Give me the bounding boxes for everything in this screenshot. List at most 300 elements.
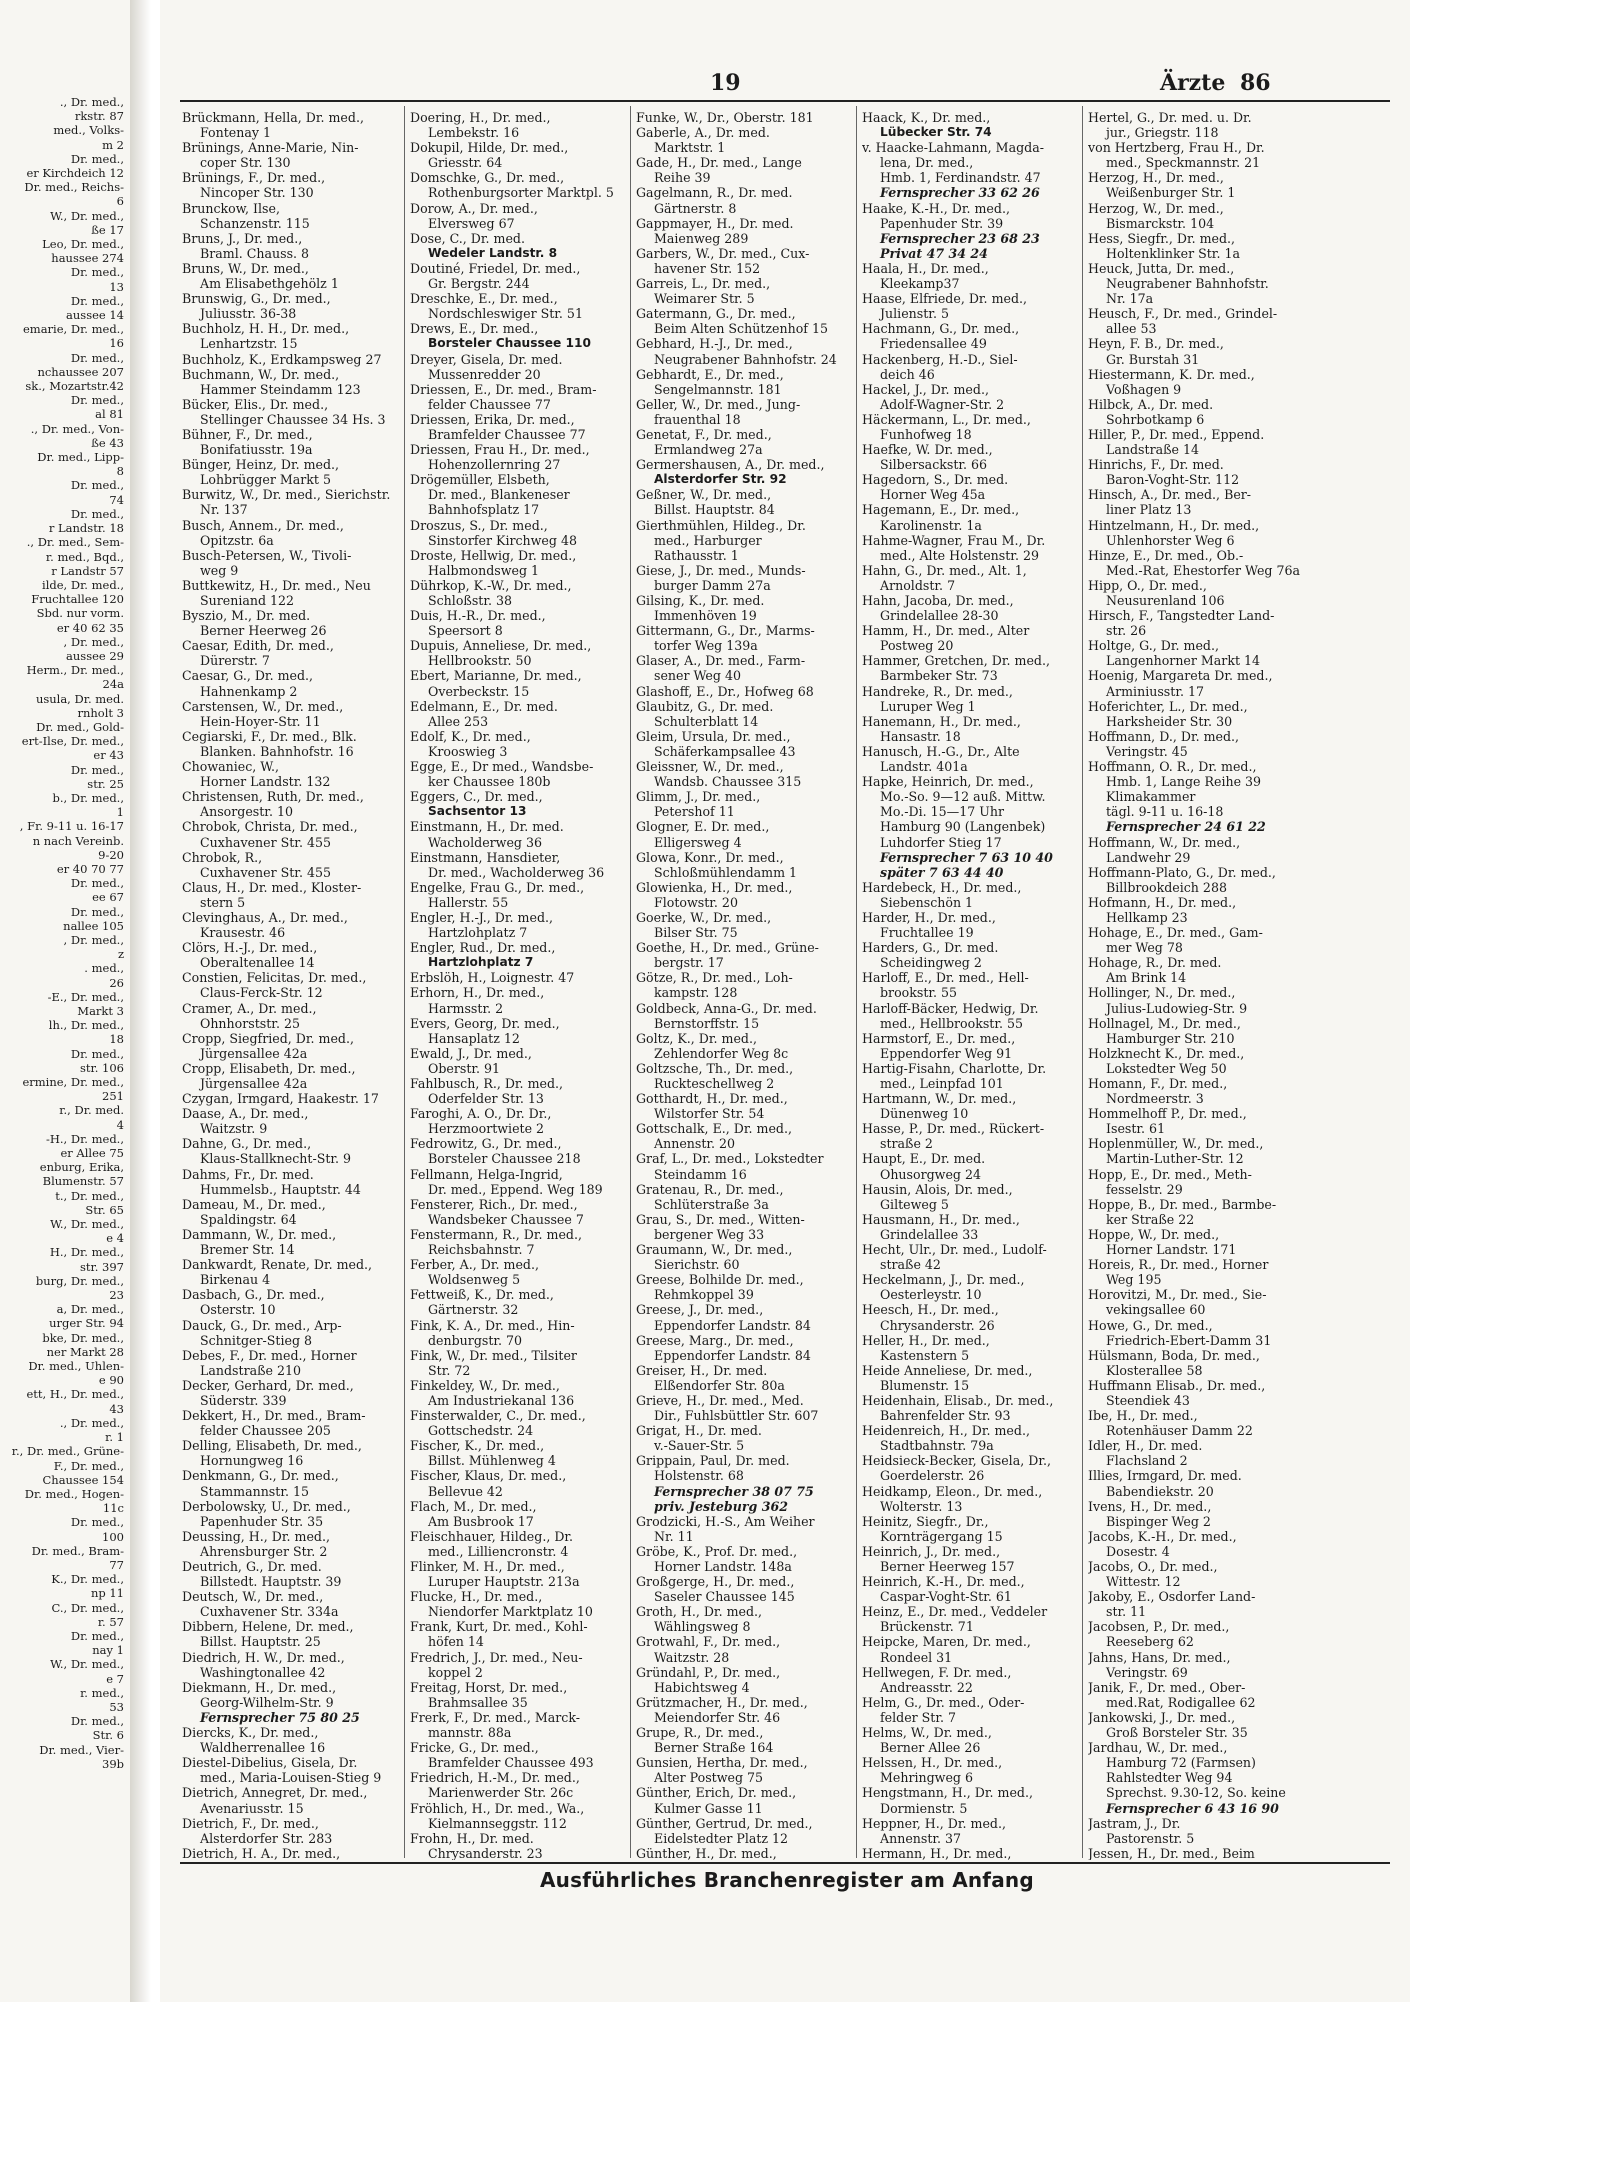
directory-line: Oderfelder Str. 13 [428, 1091, 544, 1107]
previous-page-fragment: 100 [102, 1529, 124, 1544]
previous-page-fragment: r., Dr. med., Grüne- [11, 1444, 124, 1459]
directory-line: Grotwahl, F., Dr. med., [636, 1634, 781, 1650]
directory-line: Oesterleystr. 10 [880, 1287, 982, 1303]
directory-line: Hummelsb., Hauptstr. 44 [200, 1181, 361, 1197]
directory-line: Grodzicki, H.-S., Am Weiher [636, 1513, 815, 1529]
directory-line: Hoenig, Margareta Dr. med., [1088, 668, 1273, 684]
previous-page-fragment: er Kirchdeich 12 [26, 166, 124, 181]
directory-line: Dreyer, Gisela, Dr. med. [410, 351, 563, 367]
directory-line: Götze, R., Dr. med., Loh- [636, 970, 793, 986]
directory-line: Sachsentor 13 [428, 804, 527, 819]
previous-page-fragment: ., Dr. med., [59, 1415, 124, 1430]
directory-line: Med.-Rat, Ehestorfer Weg 76a [1106, 562, 1301, 578]
directory-line: Byszio, M., Dr. med. [182, 608, 311, 624]
directory-line: Brunckow, Ilse, [182, 200, 280, 216]
directory-line: Heppner, H., Dr. med., [862, 1815, 1006, 1831]
directory-line: Dose, C., Dr. med. [410, 230, 525, 246]
directory-line: Haack, K., Dr. med., [862, 110, 991, 125]
previous-page-fragment: enburg, Erika, [39, 1160, 124, 1175]
directory-line: Funhofweg 18 [880, 426, 972, 442]
directory-line: Glimm, J., Dr. med., [636, 789, 761, 805]
directory-line: Voßhagen 9 [1106, 381, 1182, 397]
previous-page-fragment: ., Dr. med., Sem- [26, 535, 124, 550]
directory-line: Krooswieg 3 [428, 743, 508, 759]
directory-line: Schnitger-Stieg 8 [200, 1332, 313, 1348]
directory-line: Dreschke, E., Dr. med., [410, 291, 558, 307]
directory-line: Rothenburgsorter Marktpl. 5 [428, 185, 614, 201]
previous-page-fragment: 251 [102, 1089, 124, 1104]
directory-line: Frohn, H., Dr. med. [410, 1830, 534, 1846]
directory-line: Mo.-Di. 15—17 Uhr [880, 804, 1005, 820]
directory-line: Dankwardt, Renate, Dr. med., [182, 1257, 373, 1273]
directory-line: Chrysanderstr. 23 [428, 1845, 543, 1860]
directory-line: Nr. 137 [200, 502, 248, 518]
previous-page-fragment: r. med., [80, 1685, 124, 1700]
directory-line: Luruper Weg 1 [880, 698, 976, 714]
directory-line: Heuck, Jutta, Dr. med., [1088, 260, 1235, 276]
previous-page-fragment: e 7 [106, 1671, 124, 1686]
directory-column-4 [862, 110, 1076, 1860]
directory-line: Niendorfer Marktplatz 10 [428, 1604, 593, 1620]
directory-line: Goltzsche, Th., Dr. med., [636, 1060, 794, 1076]
directory-line: bergener Weg 33 [654, 1226, 765, 1242]
directory-line: Schäferkampsallee 43 [654, 743, 796, 759]
directory-line: Hackenberg, H.-D., Siel- [862, 351, 1018, 367]
directory-line: med., Harburger [654, 532, 762, 548]
directory-line: Hengstmann, H., Dr. med., [862, 1785, 1034, 1801]
directory-line: Wedeler Landstr. 8 [428, 245, 558, 260]
directory-line: Bonifatiusstr. 19a [200, 442, 313, 458]
directory-line: Julienstr. 5 [880, 306, 949, 322]
previous-page-fragment: , Fr. 9-11 u. 16-17 [19, 819, 124, 834]
directory-line: Am Industriekanal 136 [428, 1392, 575, 1408]
directory-line: Rondeel 31 [880, 1649, 953, 1665]
directory-line: Jürgensallee 42a [200, 1045, 308, 1061]
directory-line: Griesstr. 64 [428, 155, 503, 171]
directory-line: Ivens, H., Dr. med., [1088, 1498, 1212, 1514]
directory-line: Sengelmannstr. 181 [654, 381, 782, 397]
directory-line: burger Damm 27a [654, 577, 771, 593]
previous-page-fragment: er 40 70 77 [56, 861, 124, 876]
directory-line: Gottschalk, E., Dr. med., [636, 1121, 792, 1137]
directory-line: Faroghi, A. O., Dr. Dr., [410, 1106, 552, 1122]
directory-line: Günther, H., Dr. med., [636, 1845, 777, 1860]
directory-line: Hülsmann, Boda, Dr. med., [1088, 1347, 1260, 1363]
previous-page-fragment: r. 57 [97, 1614, 124, 1629]
previous-page-fragment: ermine, Dr. med., [22, 1075, 124, 1090]
directory-line: Woldsenweg 5 [428, 1272, 521, 1288]
directory-line: Neugrabener Bahnhofstr. [1106, 276, 1269, 292]
directory-line: Waitzstr. 9 [200, 1121, 268, 1137]
directory-line: Hagedorn, S., Dr. med. [862, 472, 1009, 488]
directory-line: Helm, G., Dr. med., Oder- [862, 1694, 1025, 1710]
directory-line: Engelke, Frau G., Dr. med., [410, 879, 585, 895]
previous-page-fragment: -H., Dr. med., [45, 1131, 124, 1146]
directory-line: Harders, G., Dr. med. [862, 940, 999, 956]
directory-line: Sprechst. 9.30-12, So. keine [1106, 1785, 1286, 1801]
directory-line: Glowienka, H., Dr. med., [636, 879, 793, 895]
directory-line: Hahme-Wagner, Frau M., Dr. [862, 532, 1046, 548]
directory-line: Flachsland 2 [1106, 1453, 1188, 1469]
directory-line: Hommelhoff P., Dr. med., [1088, 1106, 1247, 1122]
directory-line: Hecht, Ulr., Dr. med., Ludolf- [862, 1242, 1047, 1258]
directory-line: Clevinghaus, A., Dr. med., [182, 909, 348, 925]
directory-line: Gade, H., Dr. med., Lange [636, 155, 802, 171]
previous-page-fragment: 74 [109, 492, 124, 507]
directory-line: Jankowski, J., Dr. med., [1088, 1709, 1236, 1725]
directory-line: Hoppe, B., Dr. med., Barmbe- [1088, 1196, 1277, 1212]
previous-page-fragment: usula, Dr. med. [35, 691, 124, 706]
directory-line: str. 26 [1106, 623, 1147, 639]
directory-line: Helssen, H., Dr. med., [862, 1755, 1003, 1771]
directory-line: Bernstorffstr. 15 [654, 1015, 760, 1031]
directory-line: Freitag, Horst, Dr. med., [410, 1679, 568, 1695]
directory-line: Alsterdorfer Str. 283 [200, 1830, 333, 1846]
directory-line: Wandsb. Chaussee 315 [654, 774, 802, 790]
previous-page-fragment: b., Dr. med., [52, 790, 124, 805]
directory-line: Chrobok, Christa, Dr. med., [182, 819, 358, 835]
directory-line: Grupe, R., Dr. med., [636, 1725, 764, 1741]
previous-page-fragment: a, Dr. med., [56, 1302, 124, 1317]
directory-line: Jessen, H., Dr. med., Beim [1088, 1845, 1255, 1860]
directory-line: Dorow, A., Dr. med., [410, 200, 538, 216]
previous-page-fragment: C., Dr. med., [51, 1600, 124, 1615]
directory-line: Bilser Str. 75 [654, 925, 738, 941]
directory-line: Evers, Georg, Dr. med., [410, 1015, 560, 1031]
directory-line: med., Alte Holstenstr. 29 [880, 547, 1039, 563]
directory-line: Howe, G., Dr. med., [1088, 1317, 1213, 1333]
directory-line: Burwitz, W., Dr. med., Sierichstr. [182, 487, 391, 503]
directory-line: Pastorenstr. 5 [1106, 1830, 1195, 1846]
directory-line: Erhorn, H., Dr. med., [410, 985, 545, 1001]
directory-line: Fischer, K., Dr. med., [410, 1438, 545, 1454]
directory-line: Sureniand 122 [200, 593, 295, 608]
previous-page-fragment: rnholt 3 [77, 705, 124, 720]
directory-line: Hahn, G., Dr. med., Alt. 1, [862, 562, 1027, 578]
previous-page-fragment: Dr. med., Uhlen- [28, 1359, 124, 1374]
directory-line: Rathausstr. 1 [654, 547, 739, 563]
directory-line: Hartig-Fisahn, Charlotte, Dr. [862, 1060, 1047, 1076]
directory-line: Ohusorgweg 24 [880, 1166, 981, 1182]
directory-line: frauenthal 18 [654, 411, 741, 427]
directory-line: Hallerstr. 55 [428, 894, 509, 910]
directory-line: Marktstr. 1 [654, 140, 726, 156]
directory-line: Goethe, H., Dr. med., Grüne- [636, 940, 819, 956]
directory-line: Edolf, K., Dr. med., [410, 728, 531, 744]
previous-page-fragment: Str. 6 [92, 1728, 124, 1743]
directory-line: Herzog, H., Dr. med., [1088, 170, 1224, 186]
directory-line: Flach, M., Dr. med., [410, 1498, 537, 1514]
directory-line: Marienwerder Str. 26c [428, 1785, 574, 1801]
directory-line: Gilsing, K., Dr. med. [636, 593, 765, 608]
directory-line: Bühner, F., Dr. med., [182, 426, 313, 442]
column-divider [630, 106, 631, 1858]
directory-line: Fischer, Klaus, Dr. med., [410, 1468, 567, 1484]
previous-page-fragment: ert-Ilse, Dr. med., [21, 734, 124, 749]
directory-line: Hmb. 1, Ferdinandstr. 47 [880, 170, 1041, 186]
directory-line: Eppendorfer Weg 91 [880, 1045, 1013, 1061]
previous-page-fragment: 24a [102, 677, 124, 692]
directory-line: Papenhuder Str. 35 [200, 1513, 324, 1529]
directory-line: Baron-Voght-Str. 112 [1106, 472, 1240, 488]
directory-line: v.-Sauer-Str. 5 [654, 1438, 745, 1454]
previous-page-fragment: -E., Dr. med., [47, 989, 124, 1004]
directory-line: Horner Weg 45a [880, 487, 986, 503]
directory-line: Dr. med., Eppend. Weg 189 [428, 1181, 603, 1197]
directory-line: Hackel, J., Dr. med., [862, 381, 989, 397]
directory-line: Finkeldey, W., Dr. med., [410, 1377, 560, 1393]
directory-line: Hanusch, H.-G., Dr., Alte [862, 743, 1020, 759]
directory-line: Speersort 8 [428, 623, 503, 639]
directory-line: Ferber, A., Dr. med., [410, 1257, 539, 1273]
previous-page-fragment: rkstr. 87 [74, 109, 124, 124]
directory-line: Billstedt. Hauptstr. 39 [200, 1574, 342, 1590]
directory-line: Heinz, E., Dr. med., Veddeler [862, 1604, 1048, 1620]
directory-line: Hollinger, N., Dr. med., [1088, 985, 1236, 1001]
directory-line: Driessen, Frau H., Dr. med., [410, 442, 590, 458]
directory-line: Handreke, R., Dr. med., [862, 683, 1013, 699]
directory-line: Waldherrenallee 16 [200, 1740, 326, 1756]
directory-line: Caspar-Voght-Str. 61 [880, 1589, 1012, 1605]
directory-line: Osterstr. 10 [200, 1302, 276, 1318]
directory-line: Diestel-Dibelius, Gisela, Dr. [182, 1755, 358, 1771]
directory-line: Steendiek 43 [1106, 1392, 1190, 1408]
directory-line: Bruns, J., Dr. med., [182, 230, 303, 246]
directory-line: Günther, Erich, Dr. med., [636, 1785, 797, 1801]
directory-line: Reeseberg 62 [1106, 1634, 1194, 1650]
directory-line: Egge, E., Dr med., Wandsbe- [410, 759, 594, 775]
directory-line: Delling, Elisabeth, Dr. med., [182, 1438, 362, 1454]
previous-page-fragment: Dr. med., [70, 904, 124, 919]
previous-page-fragment: burg, Dr. med., [35, 1273, 124, 1288]
directory-line: tägl. 9-11 u. 16-18 [1106, 804, 1224, 820]
directory-line: Droszus, S., Dr. med., [410, 517, 548, 533]
directory-line: Hartmann, W., Dr. med., [862, 1091, 1017, 1107]
previous-page-fragment: Herm., Dr. med., [26, 663, 124, 678]
directory-line: Dammann, W., Dr. med., [182, 1226, 337, 1242]
previous-page-fragment: er 43 [93, 748, 124, 763]
directory-line: Fettweiß, K., Dr. med., [410, 1287, 554, 1303]
directory-line: Str. 72 [428, 1362, 471, 1378]
directory-line: Kulmer Gasse 11 [654, 1800, 763, 1816]
directory-line: Harmsstr. 2 [428, 1000, 504, 1016]
directory-line: Veringstr. 45 [1106, 743, 1188, 759]
directory-line: Ermlandweg 27a [654, 442, 763, 458]
directory-line: Borsteler Chaussee 110 [428, 336, 591, 351]
directory-line: Meiendorfer Str. 46 [654, 1709, 781, 1725]
previous-page-fragment: Dr. med., [70, 265, 124, 280]
section-title: Ärzte [1160, 70, 1226, 96]
directory-line: Hellbrookstr. 50 [428, 653, 532, 669]
directory-line: Domschke, G., Dr. med., [410, 170, 565, 186]
directory-line: Heidenhain, Elisab., Dr. med., [862, 1392, 1054, 1408]
directory-line: Idler, H., Dr. med. [1088, 1438, 1203, 1454]
previous-page-fragment: H., Dr. med., [49, 1245, 124, 1260]
previous-page-fragment: 53 [109, 1699, 124, 1714]
directory-line: Czygan, Irmgard, Haakestr. 17 [182, 1091, 379, 1107]
directory-line: Hardebeck, H., Dr. med., [862, 879, 1022, 895]
directory-line: Heidsieck-Becker, Gisela, Dr., [862, 1453, 1051, 1469]
directory-line: Deussing, H., Dr. med., [182, 1528, 330, 1544]
previous-page-fragment: lh., Dr. med., [48, 1018, 124, 1033]
previous-page-fragment: Dr. med., Vier- [39, 1742, 124, 1757]
directory-line: felder Str. 7 [880, 1709, 957, 1725]
directory-column-3 [636, 110, 850, 1860]
directory-line: Grützmacher, H., Dr. med., [636, 1694, 808, 1710]
directory-line: Oberstr. 91 [428, 1060, 501, 1076]
directory-line: Schloßstr. 38 [428, 593, 513, 608]
directory-line: Friedrich-Ebert-Damm 31 [1106, 1332, 1272, 1348]
directory-line: Buchholz, K., Erdkampsweg 27 [182, 351, 382, 367]
directory-column-2 [410, 110, 624, 1860]
directory-line: Greese, Bolhilde Dr. med., [636, 1272, 804, 1288]
previous-page-fragment: Dr. med., [70, 1515, 124, 1530]
directory-line: kampstr. 128 [654, 985, 738, 1001]
directory-line: lena, Dr. med., [880, 155, 974, 171]
directory-line: Mo.-So. 9—12 auß. Mittw. [880, 789, 1046, 805]
directory-line: v. Haacke-Lahmann, Magda- [862, 140, 1044, 156]
directory-line: Jakoby, E., Osdorfer Land- [1088, 1589, 1256, 1605]
previous-page-fragment: e 90 [98, 1373, 124, 1388]
directory-line: Heyn, F. B., Dr. med., [1088, 336, 1224, 352]
directory-line: Fernsprecher 33 62 26 [880, 185, 1040, 201]
directory-line: Gaberle, A., Dr. med. [636, 125, 770, 141]
directory-line: Bahrenfelder Str. 93 [880, 1408, 1011, 1424]
directory-line: Gärtnerstr. 8 [654, 200, 737, 216]
directory-line: Gagelmann, R., Dr. med. [636, 185, 793, 201]
directory-line: später 7 63 44 40 [880, 864, 1004, 880]
directory-line: Hamburger Str. 210 [1106, 1030, 1235, 1046]
directory-line: weg 9 [200, 562, 239, 578]
directory-line: Günther, Gertrud, Dr. med., [636, 1815, 813, 1831]
directory-line: Buttkewitz, H., Dr. med., Neu [182, 577, 371, 593]
directory-line: mer Weg 78 [1106, 940, 1183, 956]
directory-line: Grippain, Paul, Dr. med. [636, 1453, 790, 1469]
directory-line: Denkmann, G., Dr. med., [182, 1468, 339, 1484]
directory-line: Fontenay 1 [200, 125, 272, 141]
directory-line: Dir., Fuhlsbüttler Str. 607 [654, 1408, 819, 1424]
directory-line: Heckelmann, J., Dr. med., [862, 1272, 1025, 1288]
directory-line: Babendiekstr. 20 [1106, 1483, 1214, 1499]
directory-line: Jacobsen, P., Dr. med., [1088, 1619, 1230, 1635]
directory-line: Dahms, Fr., Dr. med. [182, 1166, 314, 1182]
directory-line: Brünings, F., Dr. med., [182, 170, 326, 186]
directory-line: Bünger, Heinz, Dr. med., [182, 457, 340, 473]
previous-page-fragment: r., Dr. med. [59, 1103, 124, 1118]
directory-line: Mussenredder 20 [428, 366, 541, 382]
directory-line: Jürgensallee 42a [200, 1076, 308, 1091]
directory-line: torfer Weg 139a [654, 638, 758, 654]
directory-line: Hilbck, A., Dr. med. [1088, 396, 1214, 412]
directory-line: havener Str. 152 [654, 260, 761, 276]
directory-line: Halbmondsweg 1 [428, 562, 540, 578]
directory-line: Landstraße 14 [1106, 442, 1199, 458]
directory-line: Hapke, Heinrich, Dr. med., [862, 774, 1034, 790]
previous-page-fragment: er Allee 75 [60, 1146, 124, 1161]
directory-line: Rehmkoppel 39 [654, 1287, 754, 1303]
previous-page-fragment: Blumenstr. 57 [42, 1174, 124, 1189]
directory-line: jur., Griegstr. 118 [1106, 125, 1219, 141]
directory-column-1 [182, 110, 396, 1860]
previous-page-fragment: Dr. med., [70, 1046, 124, 1061]
directory-line: Grindelallee 28-30 [880, 608, 999, 624]
directory-line: denburgstr. 70 [428, 1332, 523, 1348]
directory-line: Grigat, H., Dr. med. [636, 1423, 762, 1439]
directory-line: Hohenzollernring 27 [428, 457, 561, 473]
previous-page-fragment: str. 106 [79, 1060, 124, 1075]
directory-line: Cuxhavener Str. 334a [200, 1604, 339, 1620]
directory-line: Gärtnerstr. 32 [428, 1302, 519, 1318]
directory-line: Bispinger Weg 2 [1106, 1513, 1211, 1529]
directory-line: Heipcke, Maren, Dr. med., [862, 1634, 1031, 1650]
directory-line: Brückenstr. 71 [880, 1619, 974, 1635]
directory-line: Hmb. 1, Lange Reihe 39 [1106, 774, 1262, 790]
directory-line: Harksheider Str. 30 [1106, 713, 1233, 729]
directory-line: Saseler Chaussee 145 [654, 1589, 795, 1605]
directory-line: Ruckteschellweg 2 [654, 1076, 775, 1091]
directory-line: Harloff, E., Dr. med., Hell- [862, 970, 1029, 986]
directory-line: Heusch, F., Dr. med., Grindel- [1088, 306, 1278, 322]
directory-line: Arminiusstr. 17 [1106, 683, 1204, 699]
directory-line: Eppendorfer Landstr. 84 [654, 1347, 811, 1363]
directory-line: höfen 14 [428, 1634, 484, 1650]
directory-line: Holtge, G., Dr. med., [1088, 638, 1219, 654]
previous-page-fragment: , Dr. med., [63, 634, 124, 649]
directory-line: Weg 195 [1106, 1272, 1162, 1288]
previous-page-fragment: urger Str. 94 [49, 1316, 124, 1331]
directory-line: Maienweg 289 [654, 230, 749, 246]
directory-line: Germershausen, A., Dr. med., [636, 457, 825, 473]
previous-page-fragment: al 81 [95, 407, 124, 422]
directory-line: Sinstorfer Kirchweg 48 [428, 532, 577, 548]
directory-line: Fellmann, Helga-Ingrid, [410, 1166, 563, 1182]
directory-line: Hornungweg 16 [200, 1453, 304, 1469]
directory-line: Krausestr. 46 [200, 925, 286, 941]
directory-line: Haefke, W. Dr. med., [862, 442, 993, 458]
directory-line: Berner Allee 26 [880, 1740, 981, 1756]
directory-line: Bruns, W., Dr. med., [182, 260, 309, 276]
directory-line: Heinitz, Siegfr., Dr., [862, 1513, 989, 1529]
previous-page-fragment: W., Dr. med., [50, 1217, 124, 1232]
directory-line: Kleekamp37 [880, 276, 960, 292]
directory-line: Gittermann, G., Dr., Marms- [636, 623, 815, 639]
directory-line: Dietrich, F., Dr. med., [182, 1815, 319, 1831]
directory-line: Hohage, E., Dr. med., Gam- [1088, 925, 1263, 941]
directory-line: Diekmann, H., Dr. med., [182, 1679, 337, 1695]
column-divider [1082, 106, 1083, 1858]
previous-page-fragment: 23 [109, 1288, 124, 1303]
directory-line: Driessen, E., Dr. med., Bram- [410, 381, 597, 397]
previous-page-fragment: 9-20 [98, 847, 124, 862]
previous-page-fragment: ner Markt 28 [46, 1344, 124, 1359]
directory-line: Hiestermann, K. Dr. med., [1088, 366, 1255, 382]
directory-line: Goerke, W., Dr. med., [636, 909, 772, 925]
directory-line: Habichtsweg 4 [654, 1679, 750, 1695]
directory-line: Bremer Str. 14 [200, 1242, 295, 1258]
previous-page-edge [0, 95, 128, 1995]
directory-line: Buchholz, H. H., Dr. med., [182, 321, 350, 337]
directory-line: Driessen, Erika, Dr. med., [410, 411, 575, 427]
directory-line: Zehlendorfer Weg 8c [654, 1045, 789, 1061]
directory-line: Deutrich, G., Dr. med. [182, 1559, 322, 1574]
directory-line: Heinrich, K.-H., Dr. med., [862, 1574, 1025, 1590]
directory-line: Jahns, Hans, Dr. med., [1088, 1649, 1231, 1665]
directory-line: Christensen, Ruth, Dr. med., [182, 789, 364, 805]
directory-line: Kielmannseggstr. 112 [428, 1815, 567, 1831]
column-divider [856, 106, 857, 1858]
previous-page-fragment: e 4 [106, 1231, 124, 1246]
directory-line: Birkenau 4 [200, 1272, 271, 1288]
